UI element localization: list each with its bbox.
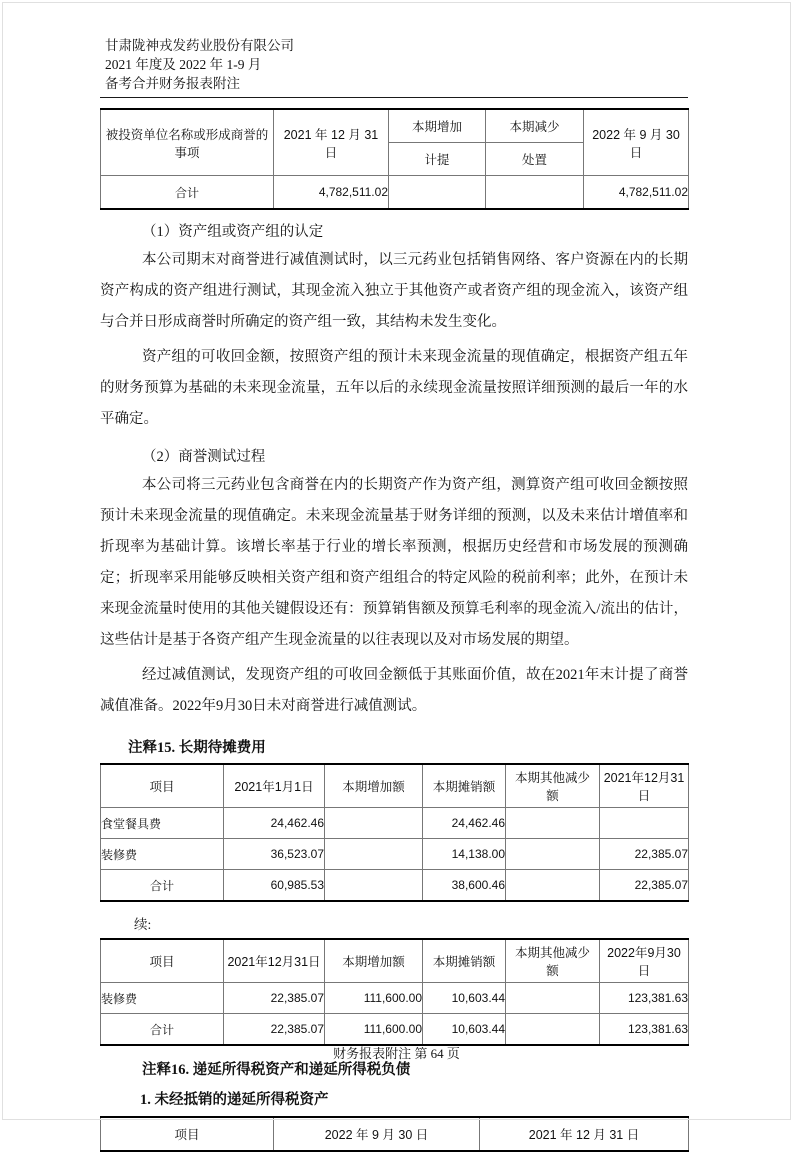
goodwill-col-increase: 本期增加: [389, 109, 486, 143]
amount-cell: 22,385.07: [600, 870, 689, 902]
goodwill-col-increase-sub: 计提: [389, 143, 486, 176]
goodwill-summary-table: [100, 108, 689, 210]
table-row: [101, 1014, 689, 1046]
col-amortized: 本期摊销额: [423, 939, 506, 983]
col-closing: 2021年12月31日: [600, 764, 689, 808]
col-item: 项目: [101, 939, 224, 983]
paragraph-impairment-conclusion: 经过减值测试，发现资产组的可收回金额低于其账面价值，故在2021年末计提了商誉减值准备。2022年9月30日未对商誉进行减值测试。: [100, 667, 688, 714]
amount-cell: [506, 870, 600, 902]
deferred-expense-table-2021: [100, 763, 689, 902]
goodwill-col-decrease: 本期减少: [486, 109, 584, 143]
paragraph-goodwill-test-process: 本公司将三元药业包含商誉在内的长期资产作为资产组，测算资产组可收回金额按照预计未来现金流量的现值确定。未来现金流量基于财务详细的预测，以及未来估计增值率和折现率为基础计算。该增长率基于行业的增长率预测，根据历史经营和市场发展的预测确定；折现率采用能够反映相关资产组和资产组组合的特定风险的税前利率；此外，在预计未来现金流量时使用的其他关键假设还有：预算销售额及预算毛利率的现金流入/流出的估计，这些估计是基于各资产组产生现金流量的以往表现以及对市场发展的期望。: [100, 477, 688, 648]
amount-cell: 111,600.00: [325, 983, 423, 1014]
table-row: [101, 839, 689, 870]
deferred-2021-header-row: [101, 764, 689, 808]
amount-cell: [506, 983, 600, 1014]
page-footer: 财务报表附注 第 64 页: [333, 1046, 460, 1061]
paragraph-asset-group-definition: 本公司期末对商誉进行减值测试时，以三元药业包括销售网络、客户资源在内的长期资产构成的资产组进行测试，其现金流入独立于其他资产或者资产组的现金流入，该资产组与合并日形成商誉时所确定的资产组一致，其结构未发生变化。: [100, 252, 688, 330]
amount-cell: 60,985.53: [224, 870, 325, 902]
table-row: [101, 808, 689, 839]
amount-cell: 22,385.07: [600, 839, 689, 870]
goodwill-total-row: [101, 176, 689, 210]
deferred-tax-asset-table: [100, 1116, 689, 1152]
deferred-2022-header-row: [101, 939, 689, 983]
total-closing: 4,782,511.02: [584, 176, 689, 210]
col-2022-09-30: 2022 年 9 月 30 日: [274, 1117, 480, 1151]
amount-cell: [600, 808, 689, 839]
section-2-heading: （2）商誉测试过程: [142, 449, 266, 465]
goodwill-col-opening: 2021 年 12 月 31 日: [274, 109, 389, 176]
table-row: [101, 983, 689, 1014]
goodwill-header-row-1: [101, 109, 689, 143]
amount-cell: 14,138.00: [423, 839, 506, 870]
col-2021-12-31: 2021 年 12 月 31 日: [480, 1117, 689, 1151]
item-label-cell: 装修费: [101, 839, 224, 870]
paragraph-recoverable-amount: 资产组的可收回金额，按照资产组的预计未来现金流量的现值确定，根据资产组五年的财务预算为基础的未来现金流量，五年以后的永续现金流量按照详细预测的最后一年的水平确定。: [100, 349, 688, 427]
note16-title: 注释16. 递延所得税资产和递延所得税负债: [142, 1062, 411, 1078]
amount-cell: 123,381.63: [600, 983, 689, 1014]
col-opening: 2021年1月1日: [224, 764, 325, 808]
amount-cell: 10,603.44: [423, 983, 506, 1014]
col-item: 项目: [101, 1117, 274, 1151]
item-label-cell: 装修费: [101, 983, 224, 1014]
amount-cell: [506, 1014, 600, 1046]
col-other-decrease: 本期其他减少额: [506, 939, 600, 983]
report-period: 2021 年度及 2022 年 1-9 月: [105, 57, 262, 72]
deferred-expense-table-2022: [100, 938, 689, 1046]
amount-cell: [325, 870, 423, 902]
item-label-cell: 食堂餐具费: [101, 808, 224, 839]
deferred-tax-header-row: [101, 1117, 689, 1151]
total-opening: 4,782,511.02: [274, 176, 389, 210]
col-other-decrease: 本期其他减少额: [506, 764, 600, 808]
col-increase: 本期增加额: [325, 764, 423, 808]
goodwill-col-closing: 2022 年 9 月 30 日: [584, 109, 689, 176]
total-label: 合计: [101, 176, 274, 210]
report-title: 备考合并财务报表附注: [105, 76, 240, 91]
amount-cell: [325, 808, 423, 839]
goodwill-col-decrease-sub: 处置: [486, 143, 584, 176]
section-1-heading: （1）资产组或资产组的认定: [142, 224, 324, 240]
col-item: 项目: [101, 764, 224, 808]
amount-cell: 111,600.00: [325, 1014, 423, 1046]
amount-cell: 24,462.46: [423, 808, 506, 839]
item-label-cell: 合计: [101, 870, 224, 902]
amount-cell: 10,603.44: [423, 1014, 506, 1046]
amount-cell: 24,462.46: [224, 808, 325, 839]
col-increase: 本期增加额: [325, 939, 423, 983]
note16-sub1-title: 1. 未经抵销的递延所得税资产: [140, 1092, 329, 1108]
continued-label: 续:: [134, 917, 152, 932]
amount-cell: 36,523.07: [224, 839, 325, 870]
total-increase: [389, 176, 486, 210]
amount-cell: 38,600.46: [423, 870, 506, 902]
amount-cell: 22,385.07: [224, 1014, 325, 1046]
amount-cell: 22,385.07: [224, 983, 325, 1014]
company-name: 甘肃陇神戎发药业股份有限公司: [105, 38, 294, 53]
col-opening: 2021年12月31日: [224, 939, 325, 983]
total-decrease: [486, 176, 584, 210]
amount-cell: [506, 839, 600, 870]
note15-title: 注释15. 长期待摊费用: [128, 740, 266, 756]
table-row: [101, 870, 689, 902]
item-label-cell: 合计: [101, 1014, 224, 1046]
amount-cell: [506, 808, 600, 839]
document-header: [100, 36, 688, 98]
col-closing: 2022年9月30日: [600, 939, 689, 983]
col-amortized: 本期摊销额: [423, 764, 506, 808]
amount-cell: [325, 839, 423, 870]
amount-cell: 123,381.63: [600, 1014, 689, 1046]
goodwill-col-item: 被投资单位名称或形成商誉的事项: [101, 109, 274, 176]
